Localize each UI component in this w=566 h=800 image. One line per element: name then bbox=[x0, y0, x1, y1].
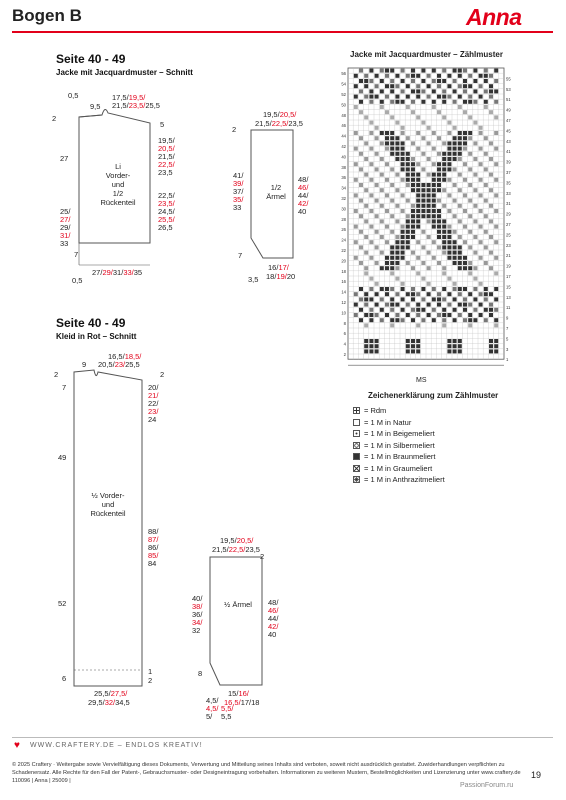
dim-sleeve-top: 19,5/ bbox=[263, 110, 280, 119]
dim-dress-right-5: 24 bbox=[148, 415, 157, 424]
dim-sleeve-right-5: 40 bbox=[298, 207, 307, 216]
sleeve-label: 1/2 bbox=[270, 183, 282, 192]
chart-row-label-right: 25 bbox=[506, 232, 511, 238]
dim-right-10: 26,5 bbox=[158, 223, 173, 232]
svg-text:18/19/20: 18/19/20 bbox=[266, 272, 296, 281]
chart-row-label-right: 51 bbox=[506, 97, 511, 103]
dim-dsleeve-side: 2 bbox=[260, 552, 265, 561]
dot-box-icon bbox=[353, 430, 360, 437]
chart-row-label-right: 7 bbox=[506, 326, 509, 331]
dim-left-top: 2 bbox=[52, 114, 57, 123]
dim-dress-hem-2: 2 bbox=[148, 676, 153, 685]
dim-sleeve-left-2: 39/ bbox=[233, 179, 244, 188]
dsleeve-label: ½ Ärmel bbox=[224, 600, 252, 609]
legend-item-anthrazit: = 1 M in Anthrazitmeliert bbox=[353, 474, 445, 486]
chart-row-label-right: 43 bbox=[506, 138, 511, 144]
dim-dsleeve-right-3: 44/ bbox=[268, 614, 279, 623]
dim-dsleeve-cuff-left-1: 4,5/ bbox=[206, 696, 219, 705]
legend-title: Zeichenerklärung zum Zählmuster bbox=[368, 391, 499, 400]
dim-dress-right-1: 20/ bbox=[148, 383, 159, 392]
watermark: PassionForum.ru bbox=[460, 782, 514, 789]
dim-sleeve-hem: 7 bbox=[238, 251, 243, 260]
dim-dress-shoulder: 9 bbox=[82, 360, 87, 369]
dim-dress-bottom: 25,5/ bbox=[94, 689, 111, 698]
dim-right-8: 24,5/ bbox=[158, 207, 175, 216]
svg-text:21,5/23,5/25,5: 21,5/23,5/25,5 bbox=[112, 101, 160, 110]
dim-dsleeve-cuff-left-2: 4,5/ bbox=[206, 704, 219, 713]
chart-row-label-left: 42 bbox=[341, 144, 346, 149]
chart-row-label-right: 11 bbox=[506, 305, 511, 311]
chart-row-label-left: 16 bbox=[341, 279, 346, 285]
dim-sleeve-cuff: 16/ bbox=[268, 263, 279, 272]
svg-text:17,5/19,5/: 17,5/19,5/ bbox=[112, 93, 146, 102]
footer-rule bbox=[12, 737, 553, 738]
svg-text:16,5/17/18: 16,5/17/18 bbox=[224, 698, 260, 707]
chart-row-label-right: 9 bbox=[506, 315, 509, 321]
dim-right-3: 21,5/ bbox=[158, 152, 175, 161]
chart-row-label-left: 14 bbox=[341, 289, 346, 295]
legend-item-braun: = 1 M in Braunmeliert bbox=[353, 451, 445, 463]
dim-dress-left-49: 49 bbox=[58, 453, 67, 462]
heart-icon: ♥ bbox=[14, 740, 20, 751]
section-title-dress: Seite 40 - 49 bbox=[56, 316, 126, 330]
chart-ms-label: MS bbox=[416, 377, 427, 384]
jacquard-chart bbox=[334, 66, 520, 391]
dim-sleeve-right-1: 48/ bbox=[298, 175, 309, 184]
plus-box-icon bbox=[353, 407, 360, 414]
filled-box-icon bbox=[353, 453, 360, 460]
svg-text:Rückenteil: Rückenteil bbox=[100, 198, 136, 207]
dim-sleeve-cuff-left: 3,5 bbox=[248, 275, 259, 284]
cross-box-icon bbox=[353, 465, 360, 472]
dim-dsleeve-right-1: 48/ bbox=[268, 598, 279, 607]
dim-dsleeve-right-4: 42/ bbox=[268, 622, 279, 631]
chart-row-label-left: 2 bbox=[343, 352, 346, 357]
chart-row-label-left: 24 bbox=[341, 237, 346, 243]
dim-dress-rr-5: 84 bbox=[148, 559, 157, 568]
dim-dsleeve-right-5: 40 bbox=[268, 630, 277, 639]
dim-dsleeve-top: 19,5/ bbox=[220, 536, 237, 545]
dim-sleeve-right-4: 42/ bbox=[298, 199, 309, 208]
chart-row-label-left: 34 bbox=[341, 185, 346, 191]
dim-dress-neck: 16,5/ bbox=[108, 352, 125, 361]
dim-dsleeve-cuff: 15/ bbox=[228, 689, 239, 698]
dim-bottom-left: 0,5 bbox=[72, 276, 83, 285]
chart-row-label-left: 12 bbox=[341, 300, 346, 305]
dim-bottom: 27/ bbox=[92, 268, 103, 277]
chart-row-label-left: 54 bbox=[341, 81, 346, 87]
footer-site-link[interactable]: WWW.CRAFTERY.DE – ENDLOS KREATIV! bbox=[30, 742, 203, 749]
dim-left-h4: 31/ bbox=[60, 231, 71, 240]
chart-row-label-left: 50 bbox=[341, 102, 346, 108]
chart-row-label-right: 21 bbox=[506, 253, 511, 259]
dim-dsleeve-left-2: 38/ bbox=[192, 602, 203, 611]
dim-dress-rr-2: 87/ bbox=[148, 535, 159, 544]
svg-text:19,5/20,5/: 19,5/20,5/ bbox=[263, 110, 297, 119]
svg-text:21,5/22,5/23,5: 21,5/22,5/23,5 bbox=[255, 119, 303, 128]
dim-dsleeve-left-5: 32 bbox=[192, 626, 201, 635]
chart-row-label-right: 29 bbox=[506, 211, 511, 217]
circle-box-icon bbox=[353, 442, 360, 449]
dim-dress-hem-6: 6 bbox=[62, 674, 67, 683]
dim-dress-top-left: 2 bbox=[54, 370, 59, 379]
dim-dress-rr-1: 88/ bbox=[148, 527, 159, 536]
dim-sleeve-left-4: 35/ bbox=[233, 195, 244, 204]
chart-row-label-left: 10 bbox=[341, 310, 346, 316]
svg-text:19,5/20,5/: 19,5/20,5/ bbox=[220, 536, 254, 545]
dim-left-h5: 33 bbox=[60, 239, 69, 248]
chart-row-label-right: 3 bbox=[506, 346, 509, 352]
chart-row-label-right: 23 bbox=[506, 242, 511, 248]
jacket-body-pattern bbox=[50, 85, 180, 295]
chart-row-label-left: 36 bbox=[341, 175, 346, 181]
chart-row-label-left: 6 bbox=[343, 331, 346, 337]
footer-legal: © 2025 Craftery · Weitergabe sowie Vervielfältigung dieses Dokuments, Verwertung und Mitteilung seines Inhalts sind verboten, soweit nicht ausdrücklich gestattet. Zuwiderhandlungen verpflichten zu Schadenersatz. Alle Rechte für den Fall der Patent-, Gebrauchsmuster- oder Designeintragung vorbehalten. Informationen zu weiteren Mustern, Bestellmöglichkeiten und Lizenzierung unter www.craftery.de 110096 | Anna | 25009 | bbox=[12, 762, 521, 784]
dim-sleeve-left-3: 37/ bbox=[233, 187, 244, 196]
svg-text:15/16/: 15/16/ bbox=[228, 689, 249, 698]
legend-item-beige: = 1 M in Beigemeliert bbox=[353, 428, 445, 440]
dim-right-9: 25,5/ bbox=[158, 215, 175, 224]
chart-row-label-right: 37 bbox=[506, 170, 511, 175]
chart-row-label-right: 39 bbox=[506, 159, 511, 165]
dim-left-mid: 27 bbox=[60, 154, 69, 163]
chart-row-label-left: 56 bbox=[341, 71, 346, 77]
chart-row-label-right: 41 bbox=[506, 149, 511, 155]
section-subtitle-jacket: Jacke mit Jacquardmuster – Schnitt bbox=[56, 68, 193, 77]
chart-row-label-right: 19 bbox=[506, 263, 511, 269]
svg-text:16,5/18,5/: 16,5/18,5/ bbox=[108, 352, 142, 361]
svg-text:20,5/23/25,5: 20,5/23/25,5 bbox=[98, 360, 140, 369]
svg-text:21,5/22,5/23,5: 21,5/22,5/23,5 bbox=[212, 545, 260, 554]
chart-row-label-left: 44 bbox=[341, 133, 346, 139]
dim-dsleeve-cuff-left-3: 5/ bbox=[206, 712, 213, 720]
legend-item-rdm: = Rdm bbox=[353, 405, 445, 417]
dim-right-1: 19,5/ bbox=[158, 136, 175, 145]
section-subtitle-dress: Kleid in Rot – Schnitt bbox=[56, 332, 137, 341]
chart-row-label-left: 32 bbox=[341, 196, 346, 201]
svg-text:1/2: 1/2 bbox=[112, 189, 124, 198]
dim-left-h2: 27/ bbox=[60, 215, 71, 224]
dim-dress-right-top: 2 bbox=[160, 370, 165, 379]
dim-dsleeve-cuff-left-4: 5,5/ bbox=[221, 704, 234, 713]
dim-shoulder: 9,5 bbox=[90, 102, 101, 111]
chart-row-label-right: 45 bbox=[506, 128, 511, 134]
chart-row-label-left: 28 bbox=[341, 216, 346, 222]
empty-box-icon bbox=[353, 419, 360, 426]
dim-sleeve-left-5: 33 bbox=[233, 203, 242, 212]
chart-row-label-right: 33 bbox=[506, 190, 511, 196]
chart-row-label-right: 53 bbox=[506, 86, 511, 92]
legend-item-grau: = 1 M in Graumeliert bbox=[353, 463, 445, 475]
chart-title: Jacke mit Jacquardmuster – Zählmuster bbox=[350, 50, 503, 59]
svg-text:und: und bbox=[111, 180, 125, 189]
dim-right-2: 20,5/ bbox=[158, 144, 175, 153]
dim-dsleeve-left-1: 40/ bbox=[192, 594, 203, 603]
dim-sleeve-side: 2 bbox=[232, 125, 237, 134]
star-box-icon bbox=[353, 476, 360, 483]
chart-row-label-left: 20 bbox=[341, 258, 346, 264]
dim-right-6: 22,5/ bbox=[158, 191, 175, 200]
brand-logo: Anna bbox=[466, 4, 522, 30]
dim-dsleeve-left-3: 36/ bbox=[192, 610, 203, 619]
header-rule bbox=[12, 31, 553, 33]
chart-row-label-left: 48 bbox=[341, 112, 346, 118]
dim-right-4: 22,5/ bbox=[158, 160, 175, 169]
chart-row-label-left: 4 bbox=[343, 341, 346, 347]
chart-row-label-right: 1 bbox=[506, 357, 509, 363]
svg-text:Vorder-: Vorder- bbox=[105, 171, 131, 180]
dim-dress-left-7: 7 bbox=[62, 383, 67, 392]
dim-dress-rr-4: 85/ bbox=[148, 551, 159, 560]
chart-row-label-left: 46 bbox=[341, 123, 346, 129]
jacket-sleeve-pattern bbox=[228, 108, 313, 288]
chart-row-label-right: 17 bbox=[506, 274, 511, 279]
dress-body-pattern bbox=[50, 350, 180, 720]
dim-left-h3: 29/ bbox=[60, 223, 71, 232]
piece-label: Li bbox=[115, 162, 121, 171]
chart-row-label-right: 35 bbox=[506, 180, 511, 186]
page-title: Bogen B bbox=[12, 6, 82, 25]
svg-text:25,5/27,5/: 25,5/27,5/ bbox=[94, 689, 128, 698]
svg-text:Rückenteil: Rückenteil bbox=[90, 509, 126, 518]
dim-right-7: 23,5/ bbox=[158, 199, 175, 208]
chart-row-label-left: 30 bbox=[341, 206, 346, 212]
page-number: 19 bbox=[531, 770, 542, 780]
dim-dress-hem-1: 1 bbox=[148, 667, 153, 676]
legend bbox=[353, 405, 445, 486]
chart-row-label-right: 47 bbox=[506, 118, 511, 123]
dim-dsleeve-left-4: 34/ bbox=[192, 618, 203, 627]
dim-dress-right-3: 22/ bbox=[148, 399, 159, 408]
dim-dress-left-52: 52 bbox=[58, 599, 67, 608]
chart-row-label-left: 38 bbox=[341, 164, 346, 170]
chart-row-label-right: 13 bbox=[506, 294, 511, 300]
chart-row-label-right: 31 bbox=[506, 201, 511, 207]
chart-row-label-right: 5 bbox=[506, 336, 509, 342]
dim-hem: 7 bbox=[74, 250, 79, 259]
chart-row-label-left: 40 bbox=[341, 154, 346, 160]
chart-row-label-left: 18 bbox=[341, 268, 346, 274]
dim-neck: 17,5/ bbox=[112, 93, 129, 102]
dim-top-offset: 0,5 bbox=[68, 91, 79, 100]
dim-dress-right-4: 23/ bbox=[148, 407, 159, 416]
chart-row-label-right: 49 bbox=[506, 107, 511, 113]
dress-piece-label: ½ Vorder- bbox=[91, 491, 125, 500]
section-title-jacket: Seite 40 - 49 bbox=[56, 52, 126, 66]
legend-item-natur: = 1 M in Natur bbox=[353, 417, 445, 429]
dress-sleeve-pattern bbox=[190, 535, 280, 720]
dim-dress-right-2: 21/ bbox=[148, 391, 159, 400]
dim-dsleeve-hem: 8 bbox=[198, 669, 203, 678]
dim-left-h1: 25/ bbox=[60, 207, 71, 216]
dim-dsleeve-right-2: 46/ bbox=[268, 606, 279, 615]
dim-sleeve-right-3: 44/ bbox=[298, 191, 309, 200]
chart-row-label-left: 26 bbox=[341, 227, 346, 233]
chart-row-label-right: 15 bbox=[506, 284, 511, 290]
dim-dress-rr-3: 86/ bbox=[148, 543, 159, 552]
svg-text:16/17/: 16/17/ bbox=[268, 263, 289, 272]
chart-row-label-left: 22 bbox=[341, 248, 346, 253]
svg-text:27/29/31/33/35: 27/29/31/33/35 bbox=[92, 268, 143, 277]
dim-sleeve-right-2: 46/ bbox=[298, 183, 309, 192]
dim-sleeve-left-1: 41/ bbox=[233, 171, 244, 180]
legend-item-silber: = 1 M in Silbermeliert bbox=[353, 440, 445, 452]
svg-text:29,5/32/34,5: 29,5/32/34,5 bbox=[88, 698, 130, 707]
svg-text:und: und bbox=[101, 500, 115, 509]
dim-dsleeve-cuff-left-5: 5,5 bbox=[221, 712, 232, 720]
dim-right-5: 23,5 bbox=[158, 168, 173, 177]
chart-row-label-left: 8 bbox=[343, 320, 346, 326]
svg-text:Ärmel: Ärmel bbox=[266, 192, 286, 201]
chart-row-label-left: 52 bbox=[341, 92, 346, 97]
chart-row-label-right: 27 bbox=[506, 222, 511, 227]
chart-row-label-right: 55 bbox=[506, 76, 511, 82]
dim-right-top: 5 bbox=[160, 120, 165, 129]
